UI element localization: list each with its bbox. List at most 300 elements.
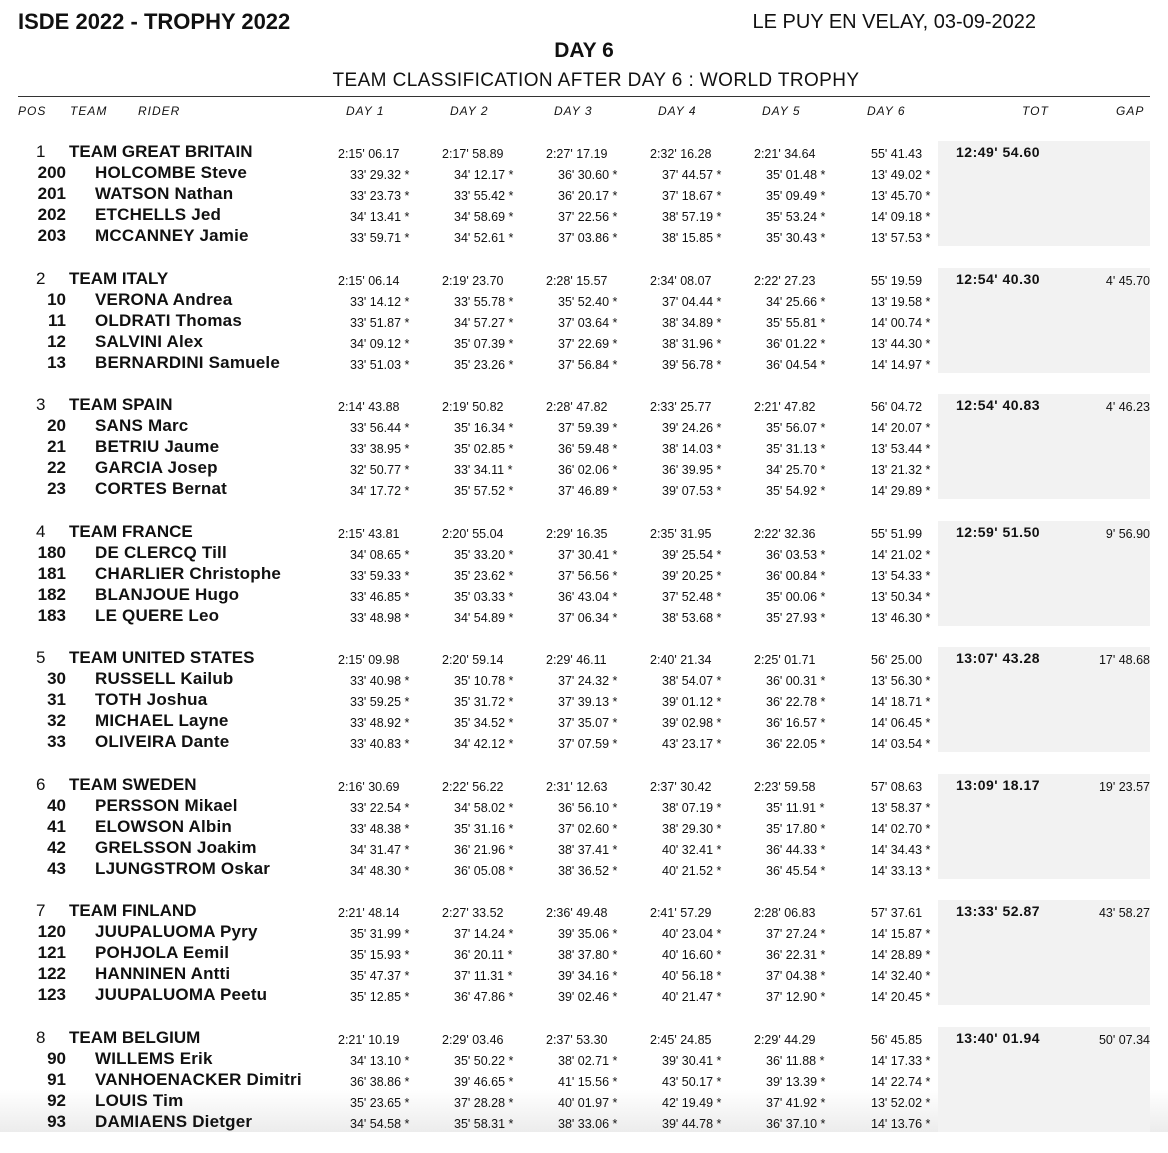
rider-day5-time: 37' 41.92 * <box>766 1096 859 1110</box>
total-shade <box>938 605 1150 626</box>
total-shade <box>938 1090 1150 1111</box>
rider-day6-time: 13' 57.53 * <box>871 231 964 245</box>
team-day1-time: 2:16' 30.69 <box>338 780 431 794</box>
rider-day3-time: 40' 01.97 * <box>558 1096 651 1110</box>
team-day2-time: 2:29' 03.46 <box>442 1033 535 1047</box>
rider-day4-time: 37' 04.44 * <box>662 295 755 309</box>
team-gap: 43' 58.27 <box>1099 906 1150 920</box>
rider-day2-time: 34' 12.17 * <box>454 168 547 182</box>
rider-day3-time: 38' 37.41 * <box>558 843 651 857</box>
rider-day1-time: 36' 38.86 * <box>350 1075 443 1089</box>
rider-number: 120 <box>14 922 66 942</box>
rider-day2-time: 36' 20.11 * <box>454 948 547 962</box>
rider-day3-time: 39' 02.46 * <box>558 990 651 1004</box>
rider-day6-time: 13' 19.58 * <box>871 295 964 309</box>
rider-row <box>0 942 1168 963</box>
rider-row <box>0 1111 1168 1132</box>
rider-day5-time: 35' 55.81 * <box>766 316 859 330</box>
rider-day5-time: 36' 00.84 * <box>766 569 859 583</box>
rider-day6-time: 13' 53.44 * <box>871 442 964 456</box>
rider-day1-time: 34' 13.41 * <box>350 210 443 224</box>
rider-day1-time: 33' 59.25 * <box>350 695 443 709</box>
rider-day3-time: 37' 07.59 * <box>558 737 651 751</box>
team-day6-time: 55' 51.99 <box>871 527 964 541</box>
rider-day6-time: 14' 03.54 * <box>871 737 964 751</box>
team-block <box>0 900 1168 1027</box>
team-day2-time: 2:27' 33.52 <box>442 906 535 920</box>
team-day6-time: 55' 19.59 <box>871 274 964 288</box>
rider-day2-time: 35' 23.62 * <box>454 569 547 583</box>
rider-day4-time: 38' 57.19 * <box>662 210 755 224</box>
rider-name: CORTES Bernat <box>95 479 227 499</box>
rider-row <box>0 1069 1168 1090</box>
rider-day3-time: 36' 56.10 * <box>558 801 651 815</box>
rider-name: PERSSON Mikael <box>95 796 238 816</box>
rider-name: CHARLIER Christophe <box>95 564 281 584</box>
rider-day6-time: 13' 54.33 * <box>871 569 964 583</box>
rider-name: JUUPALUOMA Peetu <box>95 985 267 1005</box>
rider-day5-time: 36' 45.54 * <box>766 864 859 878</box>
rider-day3-time: 37' 46.89 * <box>558 484 651 498</box>
rider-number: 121 <box>14 943 66 963</box>
rider-day6-time: 13' 56.30 * <box>871 674 964 688</box>
rider-day5-time: 39' 13.39 * <box>766 1075 859 1089</box>
team-day5-time: 2:22' 32.36 <box>754 527 847 541</box>
team-position: 8 <box>36 1028 48 1048</box>
team-day4-time: 2:33' 25.77 <box>650 400 743 414</box>
rider-day5-time: 35' 27.93 * <box>766 611 859 625</box>
team-name: TEAM GREAT BRITAIN <box>69 142 253 162</box>
rider-row <box>0 310 1168 331</box>
rider-name: BETRIU Jaume <box>95 437 219 457</box>
header-rule <box>18 96 1150 97</box>
rider-day4-time: 38' 54.07 * <box>662 674 755 688</box>
rider-day3-time: 39' 34.16 * <box>558 969 651 983</box>
rider-day2-time: 37' 11.31 * <box>454 969 547 983</box>
rider-number: 123 <box>14 985 66 1005</box>
team-block <box>0 774 1168 901</box>
team-day2-time: 2:20' 59.14 <box>442 653 535 667</box>
rider-day4-time: 38' 31.96 * <box>662 337 755 351</box>
rider-day6-time: 14' 14.97 * <box>871 358 964 372</box>
team-day2-time: 2:19' 23.70 <box>442 274 535 288</box>
rider-day1-time: 34' 31.47 * <box>350 843 443 857</box>
team-block <box>0 268 1168 395</box>
rider-day4-time: 38' 34.89 * <box>662 316 755 330</box>
rider-day4-time: 39' 56.78 * <box>662 358 755 372</box>
rider-number: 200 <box>14 163 66 183</box>
column-header-gap: GAP <box>1116 104 1144 118</box>
rider-day1-time: 34' 17.72 * <box>350 484 443 498</box>
rider-day1-time: 33' 29.32 * <box>350 168 443 182</box>
rider-day3-time: 37' 06.34 * <box>558 611 651 625</box>
rider-name: WATSON Nathan <box>95 184 233 204</box>
rider-day6-time: 14' 32.40 * <box>871 969 964 983</box>
rider-day1-time: 34' 09.12 * <box>350 337 443 351</box>
rider-row <box>0 816 1168 837</box>
team-day3-time: 2:29' 16.35 <box>546 527 639 541</box>
total-shade <box>938 668 1150 689</box>
team-row <box>0 141 1168 162</box>
rider-day4-time: 39' 25.54 * <box>662 548 755 562</box>
rider-day4-time: 40' 21.47 * <box>662 990 755 1004</box>
total-shade <box>938 837 1150 858</box>
column-header-day4: DAY 4 <box>658 104 697 118</box>
rider-day3-time: 37' 03.86 * <box>558 231 651 245</box>
rider-row <box>0 563 1168 584</box>
rider-day3-time: 36' 02.06 * <box>558 463 651 477</box>
column-header-pos: POS <box>18 104 46 118</box>
rider-day5-time: 34' 25.70 * <box>766 463 859 477</box>
rider-number: 40 <box>14 796 66 816</box>
rider-day3-time: 38' 37.80 * <box>558 948 651 962</box>
rider-day3-time: 36' 30.60 * <box>558 168 651 182</box>
team-position: 1 <box>36 142 48 162</box>
rider-day6-time: 14' 34.43 * <box>871 843 964 857</box>
rider-row <box>0 415 1168 436</box>
rider-day5-time: 34' 25.66 * <box>766 295 859 309</box>
rider-day6-time: 13' 21.32 * <box>871 463 964 477</box>
rider-number: 41 <box>14 817 66 837</box>
rider-number: 201 <box>14 184 66 204</box>
team-position: 4 <box>36 522 48 542</box>
rider-day1-time: 33' 56.44 * <box>350 421 443 435</box>
rider-row <box>0 225 1168 246</box>
total-shade <box>938 310 1150 331</box>
rider-day4-time: 39' 01.12 * <box>662 695 755 709</box>
rider-name: WILLEMS Erik <box>95 1049 213 1069</box>
rider-day4-time: 40' 21.52 * <box>662 864 755 878</box>
rider-day2-time: 37' 14.24 * <box>454 927 547 941</box>
team-block <box>0 1027 1168 1153</box>
rider-day2-time: 34' 57.27 * <box>454 316 547 330</box>
team-day1-time: 2:15' 09.98 <box>338 653 431 667</box>
team-day1-time: 2:15' 43.81 <box>338 527 431 541</box>
team-row <box>0 774 1168 795</box>
rider-day2-time: 36' 47.86 * <box>454 990 547 1004</box>
rider-day3-time: 36' 59.48 * <box>558 442 651 456</box>
rider-day6-time: 14' 20.07 * <box>871 421 964 435</box>
total-shade <box>938 331 1150 352</box>
total-shade <box>938 858 1150 879</box>
rider-name: TOTH Joshua <box>95 690 207 710</box>
rider-day4-time: 38' 07.19 * <box>662 801 755 815</box>
team-day5-time: 2:28' 06.83 <box>754 906 847 920</box>
rider-name: GARCIA Josep <box>95 458 218 478</box>
rider-name: BLANJOUE Hugo <box>95 585 239 605</box>
rider-number: 180 <box>14 543 66 563</box>
rider-row <box>0 689 1168 710</box>
team-day1-time: 2:15' 06.14 <box>338 274 431 288</box>
rider-number: 20 <box>14 416 66 436</box>
rider-row <box>0 542 1168 563</box>
rider-day1-time: 35' 15.93 * <box>350 948 443 962</box>
rider-day2-time: 35' 31.16 * <box>454 822 547 836</box>
total-shade <box>938 542 1150 563</box>
rider-day1-time: 33' 48.92 * <box>350 716 443 730</box>
rider-day2-time: 35' 07.39 * <box>454 337 547 351</box>
total-shade <box>938 942 1150 963</box>
rider-day1-time: 35' 47.37 * <box>350 969 443 983</box>
team-block <box>0 521 1168 648</box>
team-day4-time: 2:45' 24.85 <box>650 1033 743 1047</box>
team-total-time: 13:40' 01.94 <box>956 1030 1040 1046</box>
rider-day5-time: 36' 37.10 * <box>766 1117 859 1131</box>
rider-number: 12 <box>14 332 66 352</box>
team-row <box>0 268 1168 289</box>
total-shade <box>938 478 1150 499</box>
team-row <box>0 900 1168 921</box>
rider-day2-time: 36' 05.08 * <box>454 864 547 878</box>
rider-day5-time: 36' 00.31 * <box>766 674 859 688</box>
rider-day2-time: 35' 03.33 * <box>454 590 547 604</box>
rider-day2-time: 34' 54.89 * <box>454 611 547 625</box>
rider-name: DE CLERCQ Till <box>95 543 227 563</box>
rider-day4-time: 40' 56.18 * <box>662 969 755 983</box>
rider-day3-time: 41' 15.56 * <box>558 1075 651 1089</box>
rider-day4-time: 40' 32.41 * <box>662 843 755 857</box>
rider-day4-time: 43' 50.17 * <box>662 1075 755 1089</box>
rider-row <box>0 731 1168 752</box>
total-shade <box>938 795 1150 816</box>
rider-day1-time: 33' 46.85 * <box>350 590 443 604</box>
rider-name: OLIVEIRA Dante <box>95 732 229 752</box>
rider-day4-time: 38' 53.68 * <box>662 611 755 625</box>
rider-day5-time: 36' 03.53 * <box>766 548 859 562</box>
rider-day1-time: 33' 48.98 * <box>350 611 443 625</box>
rider-row <box>0 584 1168 605</box>
team-day4-time: 2:41' 57.29 <box>650 906 743 920</box>
rider-day2-time: 39' 46.65 * <box>454 1075 547 1089</box>
team-row <box>0 1027 1168 1048</box>
rider-day5-time: 36' 11.88 * <box>766 1054 859 1068</box>
team-total-time: 12:59' 51.50 <box>956 524 1040 540</box>
team-total-time: 12:49' 54.60 <box>956 144 1040 160</box>
rider-day6-time: 13' 49.02 * <box>871 168 964 182</box>
rider-day4-time: 36' 39.95 * <box>662 463 755 477</box>
rider-name: HANNINEN Antti <box>95 964 230 984</box>
team-name: TEAM UNITED STATES <box>69 648 254 668</box>
rider-day5-time: 35' 01.48 * <box>766 168 859 182</box>
rider-day3-time: 39' 35.06 * <box>558 927 651 941</box>
team-day3-time: 2:37' 53.30 <box>546 1033 639 1047</box>
team-day5-time: 2:21' 34.64 <box>754 147 847 161</box>
rider-day5-time: 35' 30.43 * <box>766 231 859 245</box>
rider-number: 31 <box>14 690 66 710</box>
rider-row <box>0 331 1168 352</box>
rider-day4-time: 43' 23.17 * <box>662 737 755 751</box>
total-shade <box>938 584 1150 605</box>
rider-row <box>0 984 1168 1005</box>
team-name: TEAM BELGIUM <box>69 1028 200 1048</box>
rider-day5-time: 35' 31.13 * <box>766 442 859 456</box>
rider-day1-time: 33' 40.83 * <box>350 737 443 751</box>
team-position: 5 <box>36 648 48 668</box>
rider-day5-time: 36' 44.33 * <box>766 843 859 857</box>
team-block <box>0 647 1168 774</box>
rider-row <box>0 668 1168 689</box>
team-day3-time: 2:28' 47.82 <box>546 400 639 414</box>
classification-subtitle: TEAM CLASSIFICATION AFTER DAY 6 : WORLD TROPHY <box>0 70 1168 92</box>
rider-row <box>0 457 1168 478</box>
rider-day3-time: 37' 22.56 * <box>558 210 651 224</box>
team-day6-time: 56' 25.00 <box>871 653 964 667</box>
rider-day1-time: 33' 14.12 * <box>350 295 443 309</box>
rider-day5-time: 35' 54.92 * <box>766 484 859 498</box>
team-name: TEAM FINLAND <box>69 901 196 921</box>
rider-day5-time: 36' 16.57 * <box>766 716 859 730</box>
team-day5-time: 2:21' 47.82 <box>754 400 847 414</box>
rider-number: 13 <box>14 353 66 373</box>
rider-name: ELOWSON Albin <box>95 817 232 837</box>
team-day4-time: 2:37' 30.42 <box>650 780 743 794</box>
rider-day3-time: 37' 39.13 * <box>558 695 651 709</box>
team-day1-time: 2:15' 06.17 <box>338 147 431 161</box>
team-gap: 19' 23.57 <box>1099 780 1150 794</box>
team-day3-time: 2:27' 17.19 <box>546 147 639 161</box>
rider-number: 181 <box>14 564 66 584</box>
rider-day2-time: 35' 34.52 * <box>454 716 547 730</box>
rider-day5-time: 37' 27.24 * <box>766 927 859 941</box>
rider-name: JUUPALUOMA Pyry <box>95 922 258 942</box>
rider-day6-time: 14' 33.13 * <box>871 864 964 878</box>
total-shade <box>938 563 1150 584</box>
rider-day1-time: 33' 48.38 * <box>350 822 443 836</box>
rider-row <box>0 1090 1168 1111</box>
team-row <box>0 647 1168 668</box>
team-day2-time: 2:19' 50.82 <box>442 400 535 414</box>
total-shade <box>938 710 1150 731</box>
rider-day1-time: 33' 51.87 * <box>350 316 443 330</box>
team-day4-time: 2:40' 21.34 <box>650 653 743 667</box>
rider-day1-time: 35' 12.85 * <box>350 990 443 1004</box>
rider-day3-time: 38' 33.06 * <box>558 1117 651 1131</box>
team-day3-time: 2:28' 15.57 <box>546 274 639 288</box>
day-title: DAY 6 <box>0 39 1168 63</box>
team-day3-time: 2:36' 49.48 <box>546 906 639 920</box>
column-header-day6: DAY 6 <box>867 104 906 118</box>
rider-day4-time: 40' 16.60 * <box>662 948 755 962</box>
team-day6-time: 57' 37.61 <box>871 906 964 920</box>
rider-row <box>0 162 1168 183</box>
rider-day3-time: 37' 59.39 * <box>558 421 651 435</box>
team-name: TEAM SWEDEN <box>69 775 197 795</box>
rider-day4-time: 37' 18.67 * <box>662 189 755 203</box>
rider-number: 11 <box>14 311 66 331</box>
total-shade <box>938 921 1150 942</box>
team-total-time: 13:07' 43.28 <box>956 650 1040 666</box>
rider-day1-time: 33' 59.71 * <box>350 231 443 245</box>
rider-day2-time: 35' 16.34 * <box>454 421 547 435</box>
location-date: LE PUY EN VELAY, 03-09-2022 <box>752 11 1036 34</box>
rider-day6-time: 14' 17.33 * <box>871 1054 964 1068</box>
rider-row <box>0 183 1168 204</box>
total-shade <box>938 183 1150 204</box>
rider-day3-time: 37' 56.56 * <box>558 569 651 583</box>
rider-day6-time: 13' 52.02 * <box>871 1096 964 1110</box>
rider-name: DAMIAENS Dietger <box>95 1112 252 1132</box>
rider-day4-time: 39' 07.53 * <box>662 484 755 498</box>
rider-day5-time: 35' 53.24 * <box>766 210 859 224</box>
total-shade <box>938 352 1150 373</box>
rider-number: 22 <box>14 458 66 478</box>
rider-day2-time: 34' 58.69 * <box>454 210 547 224</box>
rider-number: 182 <box>14 585 66 605</box>
rider-day2-time: 34' 58.02 * <box>454 801 547 815</box>
team-block <box>0 394 1168 521</box>
rider-name: BERNARDINI Samuele <box>95 353 280 373</box>
rider-row <box>0 963 1168 984</box>
rider-day3-time: 37' 03.64 * <box>558 316 651 330</box>
rider-day2-time: 36' 21.96 * <box>454 843 547 857</box>
rider-day1-time: 34' 48.30 * <box>350 864 443 878</box>
team-gap: 50' 07.34 <box>1099 1033 1150 1047</box>
rider-day5-time: 35' 00.06 * <box>766 590 859 604</box>
rider-day3-time: 37' 35.07 * <box>558 716 651 730</box>
rider-row <box>0 858 1168 879</box>
rider-day4-time: 39' 20.25 * <box>662 569 755 583</box>
team-total-time: 13:33' 52.87 <box>956 903 1040 919</box>
rider-day3-time: 37' 30.41 * <box>558 548 651 562</box>
rider-number: 10 <box>14 290 66 310</box>
rider-day5-time: 36' 22.78 * <box>766 695 859 709</box>
total-shade <box>938 689 1150 710</box>
rider-name: MCCANNEY Jamie <box>95 226 249 246</box>
rider-day6-time: 14' 02.70 * <box>871 822 964 836</box>
rider-day6-time: 14' 06.45 * <box>871 716 964 730</box>
team-total-time: 12:54' 40.30 <box>956 271 1040 287</box>
total-shade <box>938 225 1150 246</box>
column-header-tot: TOT <box>1022 104 1049 118</box>
rider-number: 23 <box>14 479 66 499</box>
team-row <box>0 394 1168 415</box>
event-title: ISDE 2022 - TROPHY 2022 <box>18 9 290 35</box>
team-row <box>0 521 1168 542</box>
total-shade <box>938 436 1150 457</box>
rider-name: ETCHELLS Jed <box>95 205 221 225</box>
rider-day6-time: 14' 13.76 * <box>871 1117 964 1131</box>
rider-day2-time: 35' 23.26 * <box>454 358 547 372</box>
rider-name: RUSSELL Kailub <box>95 669 234 689</box>
rider-day1-time: 33' 38.95 * <box>350 442 443 456</box>
rider-day3-time: 38' 36.52 * <box>558 864 651 878</box>
team-day2-time: 2:17' 58.89 <box>442 147 535 161</box>
rider-row <box>0 436 1168 457</box>
rider-day2-time: 34' 42.12 * <box>454 737 547 751</box>
rider-day6-time: 14' 18.71 * <box>871 695 964 709</box>
total-shade <box>938 1069 1150 1090</box>
rider-number: 92 <box>14 1091 66 1111</box>
rider-number: 93 <box>14 1112 66 1132</box>
team-day4-time: 2:34' 08.07 <box>650 274 743 288</box>
rider-number: 30 <box>14 669 66 689</box>
rider-day3-time: 36' 43.04 * <box>558 590 651 604</box>
rider-day4-time: 37' 44.57 * <box>662 168 755 182</box>
rider-day2-time: 35' 33.20 * <box>454 548 547 562</box>
rider-day6-time: 14' 09.18 * <box>871 210 964 224</box>
total-shade <box>938 963 1150 984</box>
rider-day4-time: 38' 15.85 * <box>662 231 755 245</box>
rider-day6-time: 13' 45.70 * <box>871 189 964 203</box>
rider-day1-time: 32' 50.77 * <box>350 463 443 477</box>
rider-number: 32 <box>14 711 66 731</box>
rider-row <box>0 837 1168 858</box>
rider-day1-time: 35' 23.65 * <box>350 1096 443 1110</box>
column-header-day3: DAY 3 <box>554 104 593 118</box>
rider-day6-time: 14' 20.45 * <box>871 990 964 1004</box>
total-shade <box>938 1111 1150 1132</box>
team-position: 2 <box>36 269 48 289</box>
